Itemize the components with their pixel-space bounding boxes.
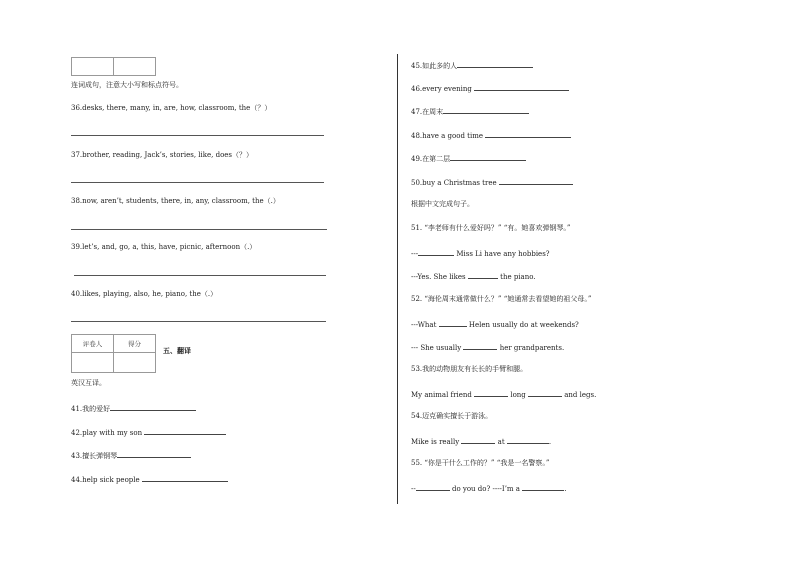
instruction-translation: 英汉互译。 [71, 379, 106, 387]
q51a-prefix: --- [411, 250, 419, 258]
column-divider [397, 54, 398, 504]
blank-51b[interactable] [468, 271, 498, 279]
q51b-suffix: the piano. [500, 273, 536, 281]
question-36: 36.desks, there, many, in, are, how, classroom, the（？） [71, 104, 272, 112]
grader-score-table [71, 334, 156, 373]
question-45 [411, 60, 533, 71]
question-39: 39.let’s, and, go, a, this, have, picnic, afternoon（.） [71, 243, 257, 251]
question-37: 37.brother, reading, Jack’s, stories, like, does（？） [71, 151, 254, 159]
top-score-table [71, 57, 156, 76]
question-42 [71, 427, 226, 438]
question-49 [411, 153, 526, 164]
question-45-text: 45.如此多的人 [411, 62, 458, 70]
question-44-text: 44.help sick people [71, 476, 140, 484]
instruction-complete-sentences: 根据中文完成句子。 [411, 200, 474, 208]
q55a-mid: do you do? ----I’m a [451, 485, 520, 493]
blank-53b[interactable] [528, 389, 562, 397]
answer-line-40[interactable] [71, 321, 326, 322]
question-53-line-a [411, 389, 596, 400]
blank-44[interactable] [142, 474, 228, 482]
answer-line-39[interactable] [74, 275, 326, 276]
question-40: 40.likes, playing, also, he, piano, the（.） [71, 290, 218, 298]
q52a-suffix: Helen usually do at weekends? [468, 321, 579, 329]
question-43 [71, 450, 191, 461]
top-table-cell [72, 58, 114, 76]
blank-41[interactable] [110, 403, 196, 411]
section-title-translation: 五、翻译 [163, 346, 191, 355]
blank-55b[interactable] [522, 483, 567, 493]
blank-50[interactable] [499, 177, 573, 185]
question-52: 52. “海伦周末通常做什么？” “她通常去看望她的祖父母。” [411, 295, 592, 303]
question-51: 51. “李老师有什么爱好吗？” “有。她喜欢弹钢琴。” [411, 224, 571, 232]
question-44 [71, 474, 228, 485]
q52a-prefix: ---What [411, 321, 437, 329]
answer-line-37[interactable] [71, 182, 324, 183]
question-52-line-b [411, 342, 564, 353]
instruction-sentence-building: 连词成句，注意大小写和标点符号。 [71, 81, 183, 89]
answer-line-38[interactable] [71, 229, 327, 230]
blank-55a[interactable] [416, 483, 450, 491]
answer-line-36[interactable] [71, 135, 324, 136]
question-51-line-b [411, 271, 536, 282]
blank-48[interactable] [485, 130, 571, 138]
question-41-text: 41.我的爱好 [71, 405, 111, 413]
question-50 [411, 177, 573, 188]
blank-45[interactable] [457, 60, 533, 68]
q53a-suffix: and legs. [564, 391, 597, 399]
q53a-prefix: My animal friend [411, 391, 472, 399]
blank-52a[interactable] [439, 319, 467, 327]
question-49-text: 49.在第二层 [411, 155, 451, 163]
question-55: 55. “你是干什么工作的？” “我是一名警察。” [411, 459, 550, 467]
q55a-suffix: . [564, 485, 567, 493]
question-51-line-a [411, 248, 550, 259]
q51a-suffix: Miss Li have any hobbies? [456, 250, 550, 258]
question-43-text: 43.擅长弹钢琴 [71, 452, 118, 460]
question-42-text: 42.play with my son [71, 429, 143, 437]
blank-54a[interactable] [461, 436, 495, 444]
question-47 [411, 106, 529, 117]
question-46-text: 46.every evening [411, 85, 472, 93]
blank-43[interactable] [117, 450, 191, 458]
grader-header: 评卷人 [72, 335, 114, 353]
blank-49[interactable] [450, 153, 526, 161]
question-55-line-a [411, 483, 566, 494]
grader-cell [72, 353, 114, 373]
score-header: 得分 [114, 335, 156, 353]
q51b-prefix: ---Yes. She likes [411, 273, 466, 281]
question-52-line-a [411, 319, 579, 330]
question-48-text: 48.have a good time [411, 132, 483, 140]
blank-51a[interactable] [418, 248, 454, 256]
q52b-suffix: her grandparents. [499, 344, 565, 352]
q54a-suffix: . [548, 438, 552, 446]
question-48 [411, 130, 571, 141]
blank-54b[interactable] [507, 436, 552, 446]
blank-53a[interactable] [474, 389, 508, 397]
question-41 [71, 403, 196, 414]
question-50-text: 50.buy a Christmas tree [411, 179, 497, 187]
q54a-prefix: Mike is really [411, 438, 460, 446]
q54a-mid: at [497, 438, 505, 446]
blank-47[interactable] [443, 106, 529, 114]
blank-42[interactable] [144, 427, 226, 435]
top-table-cell [114, 58, 156, 76]
question-53: 53.我的动物朋友有长长的手臂和腿。 [411, 365, 528, 373]
q52b-prefix: --- She usually [411, 344, 462, 352]
question-54: 54.迈克确实擅长于游泳。 [411, 412, 493, 420]
question-47-text: 47.在周末 [411, 108, 444, 116]
q53a-mid: long [510, 391, 526, 399]
question-46 [411, 83, 569, 94]
q55a-prefix: -- [411, 485, 416, 493]
score-cell [114, 353, 156, 373]
question-38: 38.now, aren’t, students, there, in, any, classroom, the（.） [71, 197, 280, 205]
blank-52b[interactable] [463, 342, 497, 350]
question-54-line-a [411, 436, 551, 447]
blank-46[interactable] [474, 83, 569, 91]
